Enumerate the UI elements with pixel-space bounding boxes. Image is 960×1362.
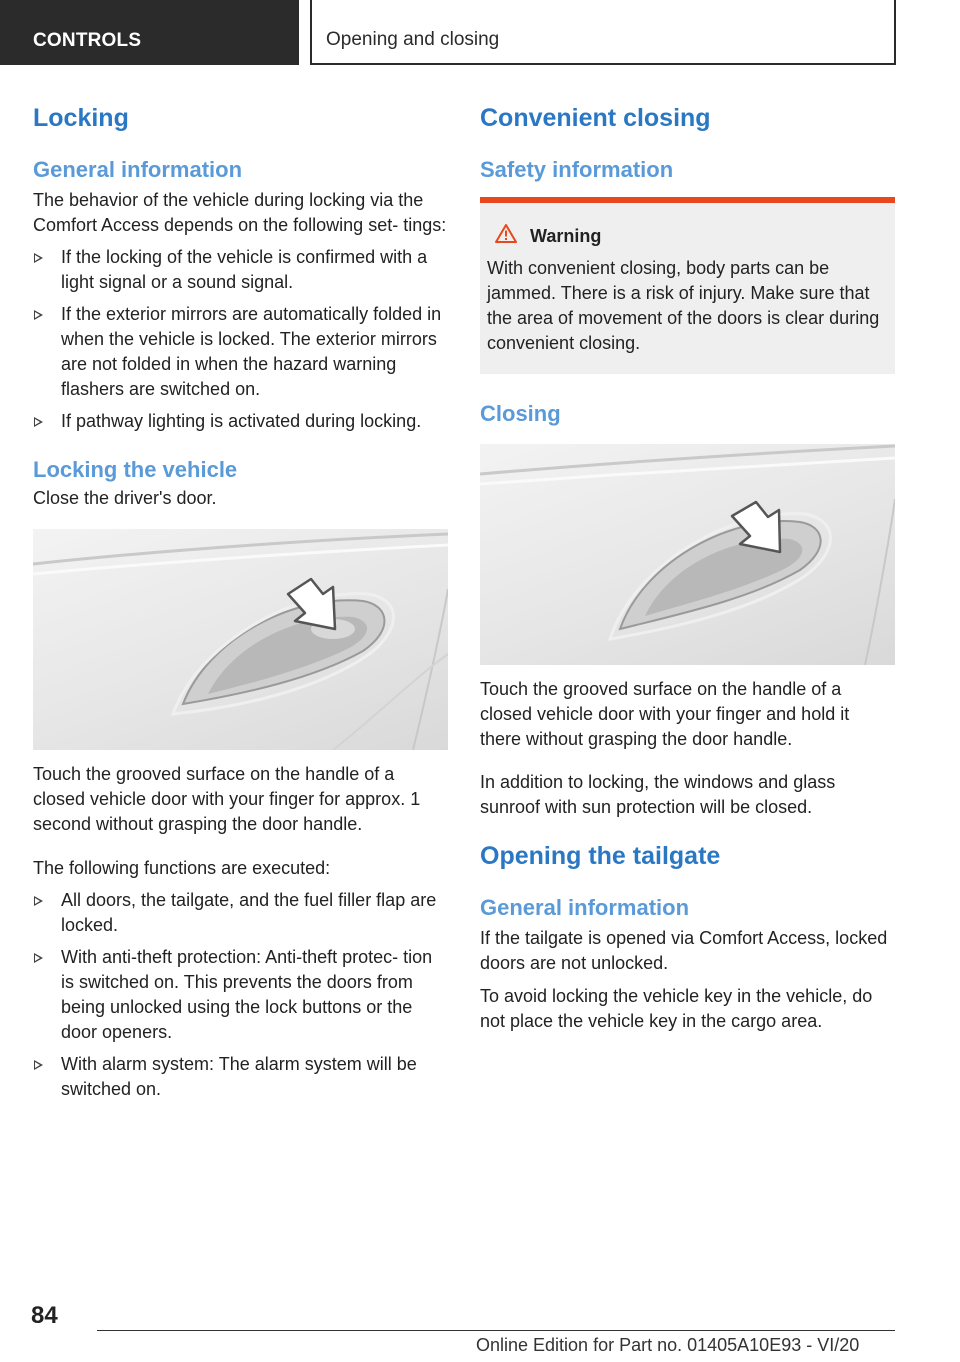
warning-text: With convenient closing, body parts can be jammed. There is a risk of injury. Make sure that the area of movement of the doors is clear during convenient closing. (487, 258, 880, 353)
list-item (33, 1052, 448, 1102)
list-item-text: With alarm system: The alarm system will be switched on. (61, 1054, 417, 1099)
left-column (33, 100, 448, 1109)
list-item (33, 302, 448, 402)
chapter-tab (310, 0, 896, 65)
closing-instruction-text: Touch the grooved surface on the handle of a closed vehicle door with your finger and hold it there without grasping the door handle. (480, 679, 850, 749)
warning-box (480, 197, 895, 374)
triangle-bullet-icon (34, 253, 43, 263)
door-handle-closing-image (480, 444, 895, 665)
triangle-bullet-icon (34, 953, 43, 963)
edition-text: Online Edition for Part no. 01405A10E93 - VI/20 (476, 1335, 860, 1355)
functions-list (33, 888, 448, 1102)
tailgate-text-2: To avoid locking the vehicle key in the vehicle, do not place the vehicle key in the cargo area. (480, 986, 873, 1031)
triangle-bullet-icon (34, 896, 43, 906)
triangle-bullet-icon (34, 1060, 43, 1070)
triangle-bullet-icon (34, 310, 43, 320)
right-column (480, 100, 895, 1034)
door-handle-image (33, 529, 448, 750)
tailgate-text-1: If the tailgate is opened via Comfort Access, locked doors are not unlocked. (480, 928, 888, 973)
page-number: 84 (31, 1302, 58, 1329)
touch-instruction-text: Touch the grooved surface on the handle of a closed vehicle door with your finger for approx. 1 second without grasping the door handle. (33, 764, 421, 834)
section-tab (0, 0, 299, 65)
list-item-text: If pathway lighting is activated during locking. (61, 411, 422, 431)
locking-heading: Locking (33, 104, 129, 132)
opening-tailgate-heading: Opening the tailgate (480, 842, 721, 870)
safety-information-heading: Safety information (480, 157, 674, 182)
triangle-bullet-icon (34, 417, 43, 427)
section-label: CONTROLS (33, 30, 142, 51)
list-item-text: With anti-theft protection: Anti-theft protec‐ tion is switched on. This prevents the doors from being unlocked using the lock buttons or the door openers. (61, 947, 433, 1042)
closing-heading: Closing (480, 401, 561, 426)
list-item-text: If the locking of the vehicle is confirmed with a light signal or a sound signal. (61, 247, 428, 292)
locking-vehicle-text: Close the driver's door. (33, 488, 217, 508)
general-information-heading: General information (33, 157, 243, 182)
tailgate-general-information-heading: General information (480, 895, 690, 920)
convenient-closing-heading: Convenient closing (480, 104, 711, 132)
list-item (33, 409, 448, 434)
footer-divider (97, 1330, 895, 1331)
locking-vehicle-heading: Locking the vehicle (33, 457, 238, 482)
list-item (33, 945, 448, 1045)
list-item (33, 245, 448, 295)
general-information-list (33, 245, 448, 434)
warning-triangle-icon (494, 223, 518, 249)
chapter-label: Opening and closing (326, 29, 500, 50)
closing-windows-text: In addition to locking, the windows and glass sunroof with sun protection will be closed. (480, 772, 836, 817)
functions-intro-text: The following functions are executed: (33, 858, 331, 878)
list-item-text: All doors, the tailgate, and the fuel filler flap are locked. (61, 890, 437, 935)
general-information-text: The behavior of the vehicle during locking via the Comfort Access depends on the following set‐ tings: (33, 190, 447, 235)
warning-header (494, 223, 881, 249)
list-item (33, 888, 448, 938)
list-item-text: If the exterior mirrors are automatically folded in when the vehicle is locked. The exterior mirrors are not folded in when the hazard warning flashers are switched on. (61, 304, 442, 399)
warning-title: Warning (530, 225, 602, 246)
